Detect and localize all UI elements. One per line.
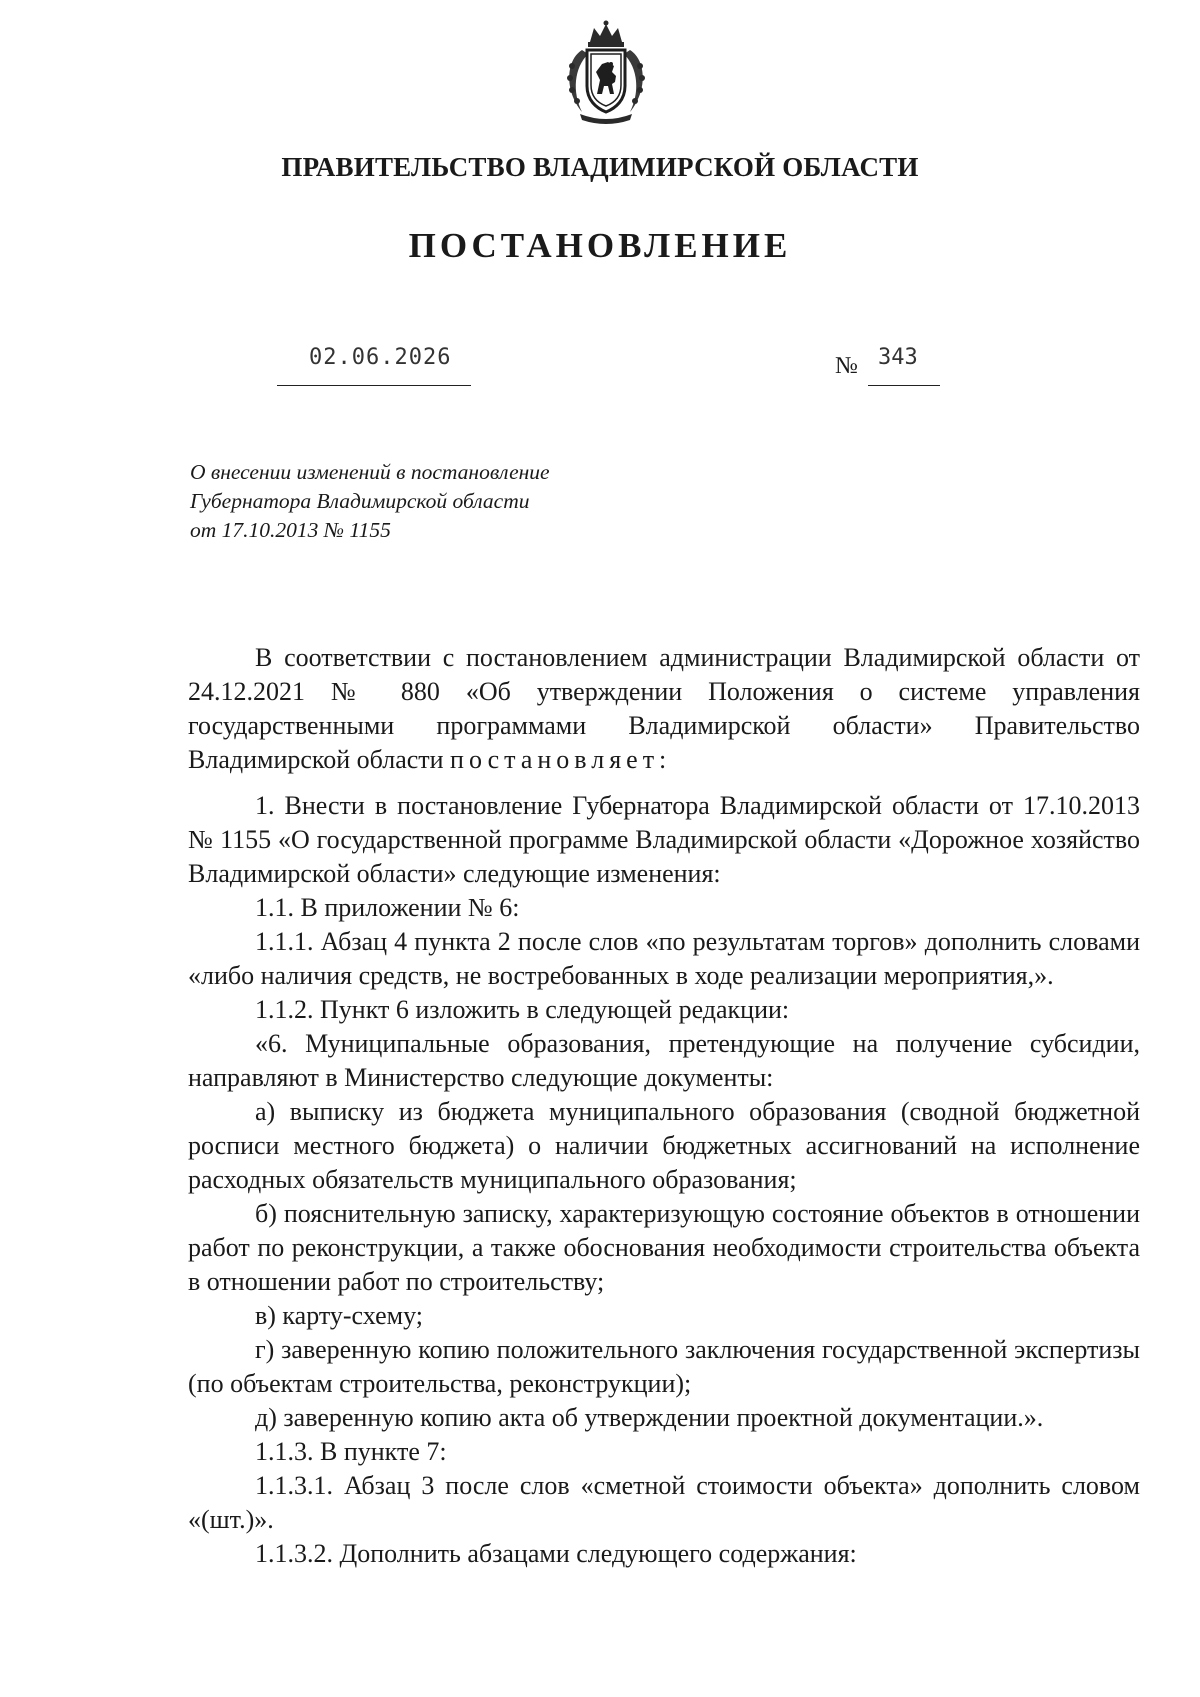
clause-1-1-3-2: 1.1.3.2. Дополнить абзацами следующего содержания: — [255, 1539, 857, 1568]
clause-1-1: 1.1. В приложении № 6: — [255, 893, 520, 922]
clause-1-1-3: 1.1.3. В пункте 7: — [255, 1437, 447, 1466]
clause-b: б) пояснительную записку, характеризующую состояние объектов в отношении работ по реконструкции, а также обоснования необходимости строительства объекта в отношении работ по строительству; — [188, 1199, 1140, 1296]
organization-name: ПРАВИТЕЛЬСТВО ВЛАДИМИРСКОЙ ОБЛАСТИ — [281, 152, 919, 182]
subject-line: Губернатора Владимирской области — [190, 489, 530, 513]
decree-word: постановляет: — [450, 745, 672, 774]
subject-line: О внесении изменений в постановление — [190, 460, 550, 484]
number-field — [868, 345, 940, 386]
number-value: 343 — [878, 345, 918, 370]
clause-6: «6. Муниципальные образования, претендующие на получение субсидии, направляют в Министерство следующие документы: — [188, 1029, 1140, 1092]
clause-g: г) заверенную копию положительного заключения государственной экспертизы (по объектам строительства, реконструкции); — [188, 1335, 1140, 1398]
date-value: 02.06.2026 — [309, 345, 452, 370]
number-sign: № — [835, 353, 858, 379]
clause-1: 1. Внести в постановление Губернатора Владимирской области от 17.10.2013 № 1155 «О государственной программе Владимирской области «Дорожное хозяйство Владимирской области» следующие изменения: — [188, 791, 1140, 888]
clause-v: в) карту-схему; — [255, 1301, 423, 1330]
document-type-title: ПОСТАНОВЛЕНИЕ — [408, 226, 792, 265]
clause-1-1-3-1: 1.1.3.1. Абзац 3 после слов «сметной стоимости объекта» дополнить словом «(шт.)». — [188, 1471, 1140, 1534]
document-body — [188, 641, 1140, 1571]
clause-a: а) выписку из бюджета муниципального образования (сводной бюджетной росписи местного бюджета) о наличии бюджетных ассигнований на исполнение расходных обязательств муниципального образования; — [188, 1097, 1140, 1194]
preamble-paragraph — [188, 641, 1140, 777]
preamble-text: В соответствии с постановлением администрации Владимирской области от 24.12.2021 № 880 «Об утверждении Положения о системе управления государственными программами Владимирской области» Правительство Владимирской области — [188, 643, 1140, 774]
date-field — [277, 345, 471, 386]
clause-1-1-2: 1.1.2. Пункт 6 изложить в следующей редакции: — [255, 995, 790, 1024]
subject-line: от 17.10.2013 № 1155 — [190, 518, 391, 542]
clause-1-1-1: 1.1.1. Абзац 4 пункта 2 после слов «по результатам торгов» дополнить словами «либо наличия средств, не востребованных в ходе реализации мероприятия,». — [188, 927, 1140, 990]
clause-d: д) заверенную копию акта об утверждении проектной документации.». — [255, 1403, 1044, 1432]
subject-block — [190, 458, 550, 545]
coat-of-arms-icon — [560, 20, 652, 128]
